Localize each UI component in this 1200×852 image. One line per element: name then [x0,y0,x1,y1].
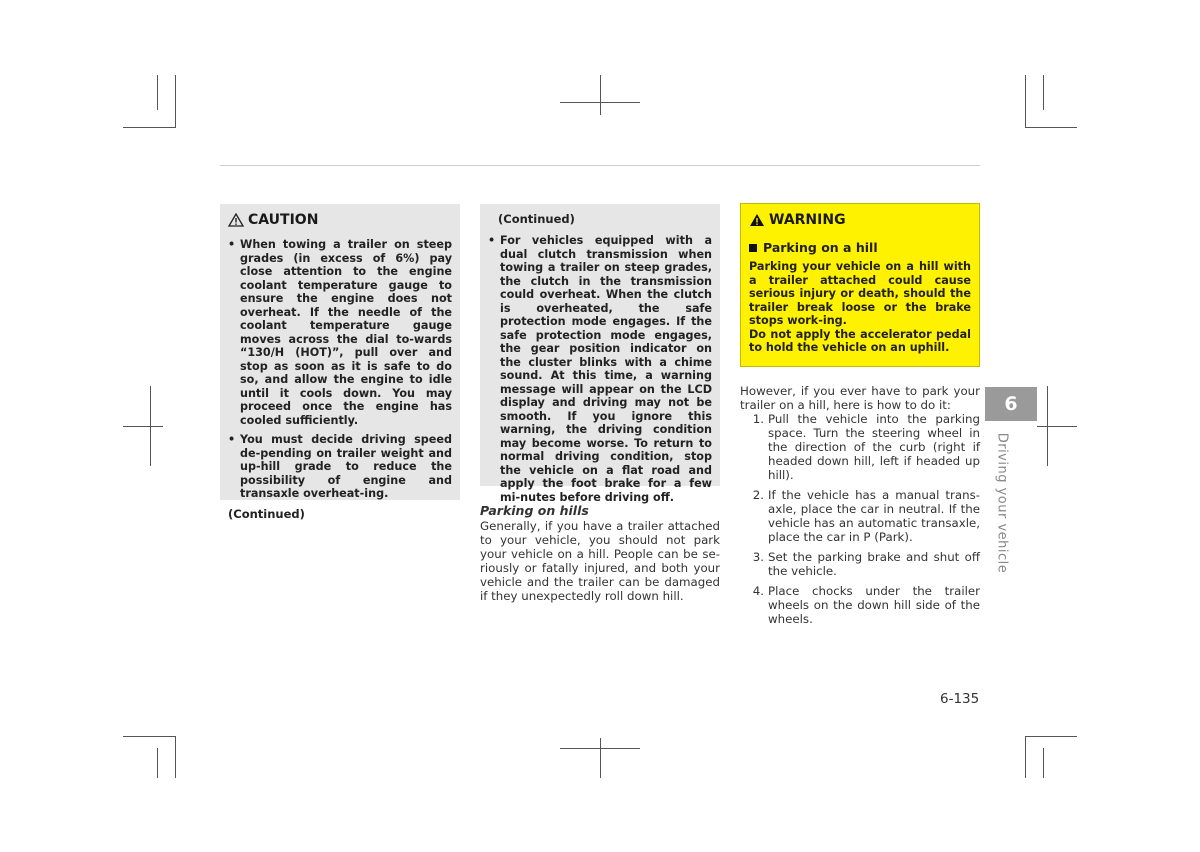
warning-paragraph: Do not apply the accelerator pedal to hold the vehicle on an uphill. [749,327,971,354]
crop-mark [1025,736,1077,737]
crop-mark [1025,75,1026,128]
step-number: 3. [752,550,764,564]
warning-triangle-icon [749,213,765,227]
procedure-step [740,584,980,626]
step-number: 2. [752,488,764,502]
procedure-step [740,488,980,544]
crop-mark [123,736,176,737]
crop-mark [560,102,640,103]
caution-triangle-icon [228,213,244,227]
continued-item: • For vehicles equipped with a dual clutch transmission when towing a trailer on steep grades, the clutch in the transmission could overheat. When the clutch is overheated, the safe protection mode engages. If the safe protection mode engages, the gear position indicator on the cluster blinks with a chime sound. At this time, a warning message will appear on the LCD display and driving may not be smooth. If you ignore this warning, the driving condition may become worse. To return to normal driving condition, stop the vehicle on a flat road and apply the foot brake for a few mi-nutes before driving off. [488,234,712,504]
crop-mark [1043,75,1044,110]
crop-mark [600,75,601,115]
procedure-step [740,550,980,578]
caution-item: • You must decide driving speed de-pending on trailer weight and up-hill grade to reduce the possibility of engine and transaxle overheat-ing. [228,433,452,501]
continued-header: (Continued) [498,212,575,226]
continued-box [480,204,720,504]
caution-continued: (Continued) [228,506,305,521]
crop-mark [175,75,176,128]
step-text: Pull the vehicle into the parking space. Turn the steering wheel in the direction of the curb (right if headed down hill, left if headed up hill). [768,412,980,482]
procedure-intro: However, if you ever have to park your trailer on a hill, here is how to do it: [740,384,980,412]
step-text: Place chocks under the trailer wheels on the down hill side of the wheels. [768,584,980,626]
caution-title: CAUTION [248,212,319,228]
caution-item: • When towing a trailer on steep grades (in excess of 6%) pay close attention to the engine coolant temperature gauge to ensure the engine does not overheat. If the needle of the coolant temperature gauge moves across the dial to-wards “130/H (HOT)”, pull over and stop as soon as it is safe to do so, and allow the engine to idle until it cools down. You may proceed once the engine has cooled sufficiently. [228,238,452,427]
crop-mark [157,75,158,110]
step-text: Set the parking brake and shut off the vehicle. [768,550,980,578]
warning-title: WARNING [769,212,846,228]
warning-subtitle: Parking on a hill [763,240,878,255]
procedure-steps [740,412,980,632]
step-number: 1. [752,412,764,426]
caution-box [220,204,460,521]
crop-mark [1037,426,1077,427]
continued-list [488,234,712,504]
crop-mark [123,426,163,427]
crop-mark [1025,736,1026,778]
procedure-step [740,412,980,482]
crop-mark [123,127,176,128]
crop-mark [175,736,176,778]
chapter-tab: 6 [985,387,1037,421]
step-number: 4. [752,584,764,598]
caution-heading [228,212,452,228]
parking-heading: Parking on hills [480,503,589,518]
warning-heading [749,212,971,228]
caution-list [228,238,452,501]
square-bullet-icon [749,244,757,252]
page-number: 6-135 [940,691,980,707]
warning-paragraph: Parking your vehicle on a hill with a trailer attached could cause serious injury or death, should the trailer break loose or the brake stops work-ing. [749,260,971,327]
parking-text: Generally, if you have a trailer attached to your vehicle, you should not park your vehicle on a hill. People can be se-riously or fatally injured, and both your vehicle and the trailer can be damaged if they unexpectedly roll down hill. [480,519,720,603]
chapter-label: Driving your vehicle [994,432,1010,574]
crop-mark [1025,127,1077,128]
crop-mark [600,738,601,778]
warning-subheading [749,240,971,255]
header-rule [220,165,980,166]
crop-mark [157,748,158,778]
crop-mark [560,748,640,749]
crop-mark [1043,748,1044,778]
warning-box [740,203,980,367]
step-text: If the vehicle has a manual trans-axle, place the car in neutral. If the vehicle has an automatic transaxle, place the car in P (Park). [768,488,980,544]
